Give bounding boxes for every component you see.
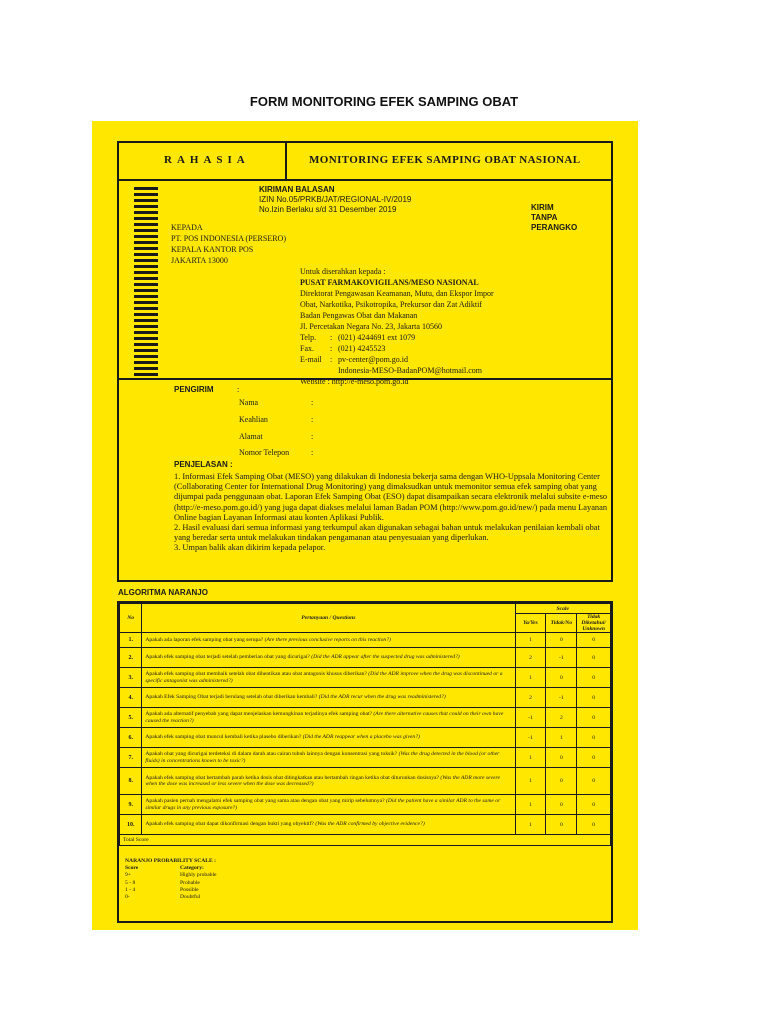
score-unknown: 0 bbox=[577, 815, 611, 835]
question-id-text: Apakah efek samping obat terjadi setelah pemberian obat yang dicurigai? bbox=[145, 654, 310, 661]
address-line: Jl. Percetakan Negara No. 23, Jakarta 10560 bbox=[300, 322, 442, 331]
postal-barcode bbox=[134, 187, 158, 377]
score-range: 0- bbox=[125, 894, 130, 901]
question-text bbox=[142, 708, 515, 728]
score-range: 5 - 8 bbox=[125, 879, 136, 886]
question-number: 3. bbox=[120, 668, 142, 688]
question-text bbox=[142, 688, 515, 708]
naranjo-row bbox=[120, 748, 611, 768]
recipient-line: JAKARTA 13000 bbox=[171, 256, 228, 265]
name-field-label: Nama bbox=[239, 398, 259, 407]
naranjo-table bbox=[119, 603, 611, 846]
field-colon: : bbox=[311, 415, 314, 424]
question-number: 7. bbox=[120, 748, 142, 768]
probability-scale-row bbox=[125, 880, 217, 887]
col-no-answer: Tidak/No bbox=[546, 614, 577, 633]
form-heading: MONITORING EFEK SAMPING OBAT NASIONAL bbox=[309, 154, 581, 166]
question-id-text: Apakah pasien pernah mengalami efek samping obat yang sama atau dengan obat yang mirip sebelumnya? bbox=[145, 798, 385, 804]
total-score-label: Total Score bbox=[120, 835, 611, 846]
phone-label: Telp. bbox=[300, 333, 317, 342]
question-number: 5. bbox=[120, 708, 142, 728]
question-id-text: Apakah obat yang dicurigai terdeteksi di dalam darah atau cairan tubuh lainnya dengan konsentrasi yang toksik? bbox=[145, 751, 398, 757]
score-no: 0 bbox=[546, 768, 577, 795]
fax-row: Fax. : (021) 4245523 bbox=[300, 344, 386, 353]
score-unknown: 0 bbox=[577, 668, 611, 688]
recipient-postal bbox=[171, 222, 286, 266]
address-line: Badan Pengawas Obat dan Makanan bbox=[300, 311, 418, 320]
naranjo-row bbox=[120, 768, 611, 795]
fax-label: Fax. bbox=[300, 344, 314, 353]
question-text bbox=[142, 768, 515, 795]
reply-permit-line: IZIN No.05/PRKB/JAT/REGIONAL-IV/2019 bbox=[259, 195, 412, 204]
sender-block bbox=[117, 378, 613, 582]
meso-form-sheet bbox=[92, 121, 638, 930]
probability-scale-row bbox=[125, 887, 217, 894]
sender-label: PENGIRIM bbox=[174, 385, 214, 394]
score-yes: -1 bbox=[515, 728, 546, 748]
score-yes: 1 bbox=[515, 633, 546, 648]
probability-scale-head bbox=[125, 865, 217, 872]
probability-scale-row bbox=[125, 872, 217, 879]
question-text bbox=[142, 748, 515, 768]
postage-line: TANPA bbox=[531, 213, 558, 222]
document-title: FORM MONITORING EFEK SAMPING OBAT bbox=[249, 94, 519, 109]
score-unknown: 0 bbox=[577, 633, 611, 648]
confidential-label: RAHASIA bbox=[164, 154, 250, 166]
explanation-item: 1. Informasi Efek Samping Obat (MESO) yang dilakukan di Indonesia bekerja sama dengan WHO-Uppsala Monitoring Center (Collaborating Center for International Drug Monitoring) yang dimaksudkan untuk memonitor semua efek samping obat yang dijumpai pada penggunaan obat. Laporan Efek Samping Obat (ESO) dapat disampaikan secara elektronik melalui subsite e-meso (http://e-meso.pom.go.id/) yang juga dapat diakses melalui laman Badan POM (http://www.pom.go.id/new/) pada menu Layanan Online bagian Layanan Informasi atau konten Aplikasi Publik. bbox=[174, 472, 608, 522]
question-number: 10. bbox=[120, 815, 142, 835]
col-no: No bbox=[120, 604, 142, 633]
score-no: -1 bbox=[546, 648, 577, 668]
question-text bbox=[142, 633, 515, 648]
deliver-to-org: PUSAT FARMAKOVIGILANS/MESO NASIONAL bbox=[300, 278, 479, 287]
score-unknown: 0 bbox=[577, 648, 611, 668]
question-id-text: Apakah Efek Samping Obat terjadi berulang setelah obat diberikan kembali? bbox=[145, 694, 318, 701]
postage-line: PERANGKO bbox=[531, 223, 578, 232]
col-yes: Ya/Yes bbox=[515, 614, 546, 633]
score-no: -1 bbox=[546, 688, 577, 708]
question-id-text: Apakah efek samping obat bertambah parah ketika dosis obat ditingkatkan atau bertambah ringan ketika obat diturunkan dosisnya? bbox=[145, 774, 439, 781]
address-field-label: Alamat bbox=[239, 432, 263, 441]
question-text bbox=[142, 795, 515, 815]
address-line: Direktorat Pengawasan Keamanan, Mutu, dan Ekspor Impor bbox=[300, 289, 494, 298]
category-head: Category: bbox=[180, 865, 204, 872]
question-en-text: (Did the patient have a similar ADR to the same or similar drugs in any previous exposure?) bbox=[145, 798, 501, 811]
question-id-text: Apakah efek samping obat muncul kembali ketika plasebo diberikan? bbox=[145, 734, 302, 741]
score-unknown: 0 bbox=[577, 748, 611, 768]
website-line: Website : http://e-meso.pom.go.id bbox=[300, 377, 409, 386]
question-number: 1. bbox=[120, 633, 142, 648]
recipient-line: PT. POS INDONESIA (PERSERO) bbox=[171, 234, 286, 243]
question-number: 2. bbox=[120, 648, 142, 668]
question-id-text: Apakah efek samping obat dapat dikonfirmasi dengan bukti yang obyektif? bbox=[145, 821, 314, 828]
score-yes: 2 bbox=[515, 648, 546, 668]
question-en-text: (Was the ADR more severe when the dose was increased or less severe when the dose was decreased?) bbox=[145, 774, 500, 787]
score-range: 1 - 4 bbox=[125, 886, 136, 893]
explanation-list bbox=[174, 472, 614, 554]
score-yes: 2 bbox=[515, 688, 546, 708]
score-yes: 1 bbox=[515, 768, 546, 795]
naranjo-row bbox=[120, 795, 611, 815]
email-label: E-mail bbox=[300, 355, 322, 364]
question-en-text: (Did the ADR improve when the drug was discontinued or a specific antagonist was administered?) bbox=[145, 671, 503, 684]
score-yes: 1 bbox=[515, 668, 546, 688]
question-number: 6. bbox=[120, 728, 142, 748]
score-unknown: 0 bbox=[577, 795, 611, 815]
phone-row: Telp. : (021) 4244691 ext 1079 bbox=[300, 333, 416, 342]
phone-field-label: Nomor Telepon bbox=[239, 448, 290, 457]
reply-permit-line: No.Izin Berlaku s/d 31 Desember 2019 bbox=[259, 205, 397, 214]
score-unknown: 0 bbox=[577, 708, 611, 728]
expertise-field-label: Keahlian bbox=[239, 415, 268, 424]
phone-value: (021) 4244691 ext 1079 bbox=[338, 333, 416, 342]
question-number: 9. bbox=[120, 795, 142, 815]
sender-colon: : bbox=[237, 385, 240, 394]
naranjo-row bbox=[120, 815, 611, 835]
postage-free-note bbox=[531, 203, 577, 233]
probability-scale bbox=[125, 858, 217, 901]
col-unknown: Tidak Diketahui/ Unknown bbox=[577, 614, 611, 633]
naranjo-row bbox=[120, 633, 611, 648]
naranjo-block bbox=[117, 601, 613, 923]
score-yes: 1 bbox=[515, 795, 546, 815]
fax-value: (021) 4245523 bbox=[338, 344, 386, 353]
question-en-text: (Was the drug detected in the blood (or other fluids) in concentrations known to be toxic?) bbox=[145, 751, 500, 764]
naranjo-row bbox=[120, 708, 611, 728]
recipient-line: KEPADA bbox=[171, 223, 203, 232]
address-block bbox=[117, 179, 613, 386]
score-unknown: 0 bbox=[577, 768, 611, 795]
postage-line: KIRIM bbox=[531, 203, 554, 212]
question-en-text: (Did the ADR reappear when a placebo was given?) bbox=[302, 734, 420, 741]
score-yes: -1 bbox=[515, 708, 546, 728]
naranjo-row bbox=[120, 648, 611, 668]
score-yes: 1 bbox=[515, 748, 546, 768]
question-text bbox=[142, 668, 515, 688]
email-value: pv-center@pom.go.id bbox=[338, 355, 409, 364]
score-category: Highly probable bbox=[180, 872, 217, 879]
question-en-text: (Are there previous conclusive reports on this reaction?) bbox=[264, 636, 391, 643]
naranjo-row bbox=[120, 668, 611, 688]
question-text bbox=[142, 648, 515, 668]
question-text bbox=[142, 728, 515, 748]
score-category: Probable bbox=[180, 879, 200, 886]
score-no: 0 bbox=[546, 748, 577, 768]
col-question: Pertanyaan / Questions bbox=[142, 604, 515, 633]
col-scale: Scale bbox=[515, 604, 610, 614]
score-no: 1 bbox=[546, 728, 577, 748]
naranjo-row bbox=[120, 728, 611, 748]
question-id-text: Apakah ada laporan efek samping obat yang serupa? bbox=[145, 636, 264, 643]
explanation-item: 3. Umpan balik akan dikirim kepada pelapor. bbox=[174, 543, 326, 553]
address-line: Obat, Narkotika, Psikotropika, Prekursor dan Zat Adiktif bbox=[300, 300, 482, 309]
reply-permit-line: KIRIMAN BALASAN bbox=[259, 185, 335, 194]
score-range: 9+ bbox=[125, 872, 131, 879]
field-colon: : bbox=[311, 432, 314, 441]
score-category: Possible bbox=[180, 886, 199, 893]
score-no: 0 bbox=[546, 815, 577, 835]
reply-permit bbox=[259, 185, 411, 215]
field-colon: : bbox=[311, 448, 314, 457]
score-yes: 1 bbox=[515, 815, 546, 835]
probability-scale-title: NARANJO PROBABILITY SCALE : bbox=[125, 858, 217, 864]
naranjo-row bbox=[120, 688, 611, 708]
question-en-text: (Did the ADR appear after the suspected drug was administered?) bbox=[311, 654, 460, 661]
score-no: 0 bbox=[546, 668, 577, 688]
header-divider bbox=[285, 143, 287, 179]
email-row-2 bbox=[300, 365, 494, 376]
question-id-text: Apakah efek samping obat membaik setelah obat dihentikan atau obat antagonis khusus diberikan? bbox=[145, 671, 367, 677]
recipient-line: KEPALA KANTOR POS bbox=[171, 245, 254, 254]
score-head: Score bbox=[125, 865, 139, 872]
email-row: E-mail : pv-center@pom.go.id bbox=[300, 355, 409, 364]
score-no: 2 bbox=[546, 708, 577, 728]
score-unknown: 0 bbox=[577, 728, 611, 748]
question-en-text: (Was the ADR confirmed by objective evidence?) bbox=[315, 821, 425, 828]
question-en-text: (Did the ADR recur when the drug was readministered?) bbox=[318, 694, 446, 701]
question-text bbox=[142, 815, 515, 835]
naranjo-title: ALGORITMA NARANJO bbox=[118, 588, 208, 597]
score-no: 0 bbox=[546, 633, 577, 648]
score-no: 0 bbox=[546, 795, 577, 815]
question-en-text: (Are there alternative causes that could on their own have caused the reaction?) bbox=[145, 711, 504, 724]
question-number: 8. bbox=[120, 768, 142, 795]
email-value-2: Indonesia-MESO-BadanPOM@hotmail.com bbox=[338, 366, 483, 375]
probability-scale-row bbox=[125, 894, 217, 901]
field-colon: : bbox=[311, 398, 314, 407]
form-header bbox=[117, 141, 613, 181]
score-unknown: 0 bbox=[577, 688, 611, 708]
score-category: Doubtful bbox=[180, 894, 201, 901]
total-score-row bbox=[120, 835, 611, 846]
question-number: 4. bbox=[120, 688, 142, 708]
explanation-item: 2. Hasil evaluasi dari semua informasi yang terkumpul akan digunakan sebagai bahan untuk melakukan penilaian kembali obat yang beredar serta untuk melakukan tindakan pengamanan atau penyesuaian yang diperlukan. bbox=[174, 523, 600, 543]
deliver-to-block bbox=[300, 266, 494, 387]
question-id-text: Apakah ada alternatif penyebab yang dapat menjelaskan kemungkinan terjadinya efek samping obat? bbox=[145, 711, 372, 717]
deliver-to-intro: Untuk diserahkan kepada : bbox=[300, 267, 386, 276]
explanation-label: PENJELASAN : bbox=[174, 460, 233, 469]
